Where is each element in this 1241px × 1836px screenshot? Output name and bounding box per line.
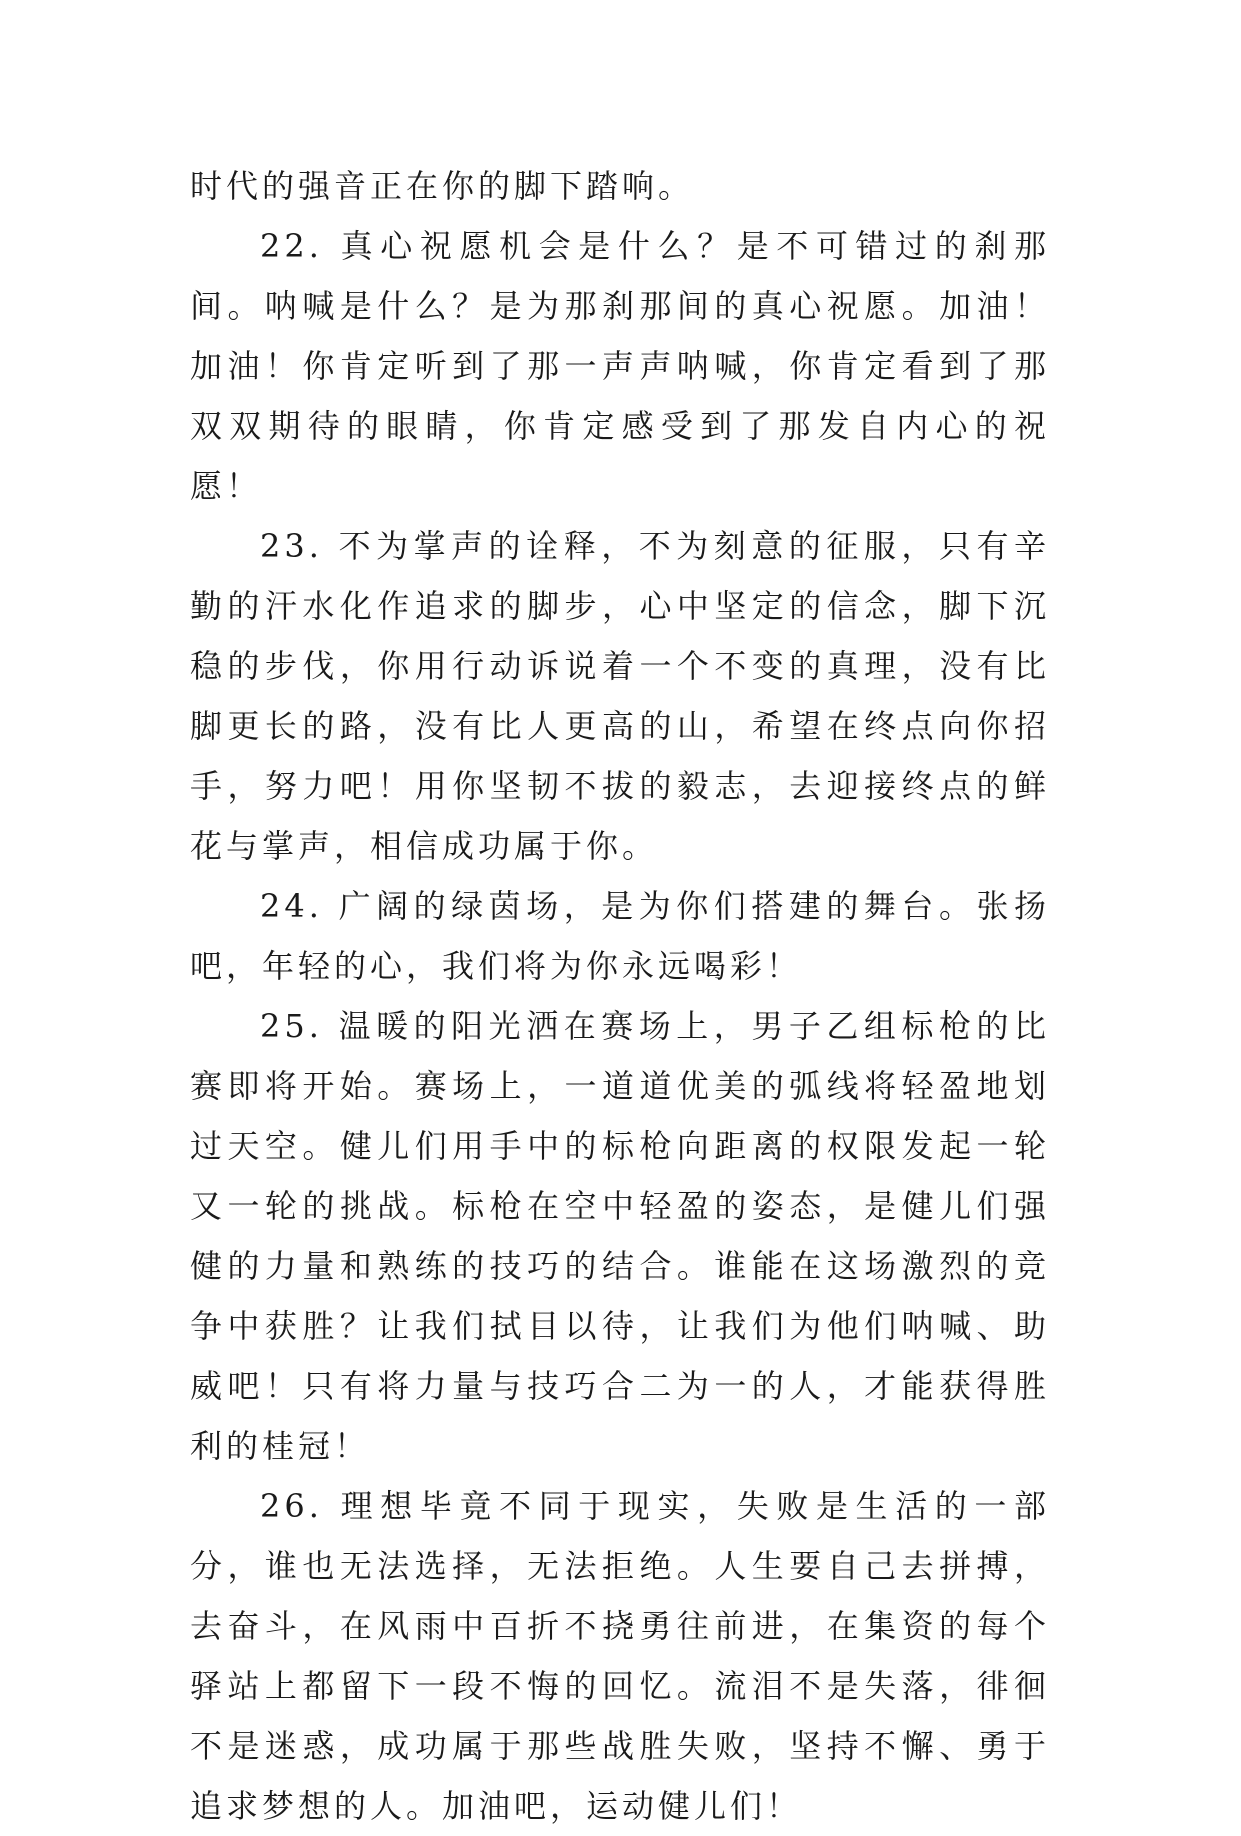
paragraph-22: 22. 真心祝愿机会是什么？是不可错过的刹那间。呐喊是什么？是为那刹那间的真心祝愿。加油！加油！你肯定听到了那一声声呐喊，你肯定看到了那双双期待的眼睛，你肯定感受到了那发自内心的祝愿！ bbox=[190, 227, 1050, 505]
paragraph-23: 23. 不为掌声的诠释，不为刻意的征服，只有辛勤的汗水化作追求的脚步，心中坚定的信念，脚下沉稳的步伐，你用行动诉说着一个不变的真理，没有比脚更长的路，没有比人更高的山，希望在终点向你招手，努力吧！用你坚韧不拔的毅志，去迎接终点的鲜花与掌声，相信成功属于你。 bbox=[190, 527, 1050, 865]
paragraph-24: 24. 广阔的绿茵场，是为你们搭建的舞台。张扬吧，年轻的心，我们将为你永远喝彩！ bbox=[190, 887, 1050, 985]
document-body bbox=[190, 156, 1050, 1836]
paragraph-25: 25. 温暖的阳光洒在赛场上，男子乙组标枪的比赛即将开始。赛场上，一道道优美的弧线将轻盈地划过天空。健儿们用手中的标枪向距离的权限发起一轮又一轮的挑战。标枪在空中轻盈的姿态，是健儿们强健的力量和熟练的技巧的结合。谁能在这场激烈的竞争中获胜？让我们拭目以待，让我们为他们呐喊、助威吧！只有将力量与技巧合二为一的人，才能获得胜利的桂冠！ bbox=[190, 1007, 1050, 1465]
paragraph-continuation: 时代的强音正在你的脚下踏响。 bbox=[190, 167, 695, 205]
paragraph-26: 26. 理想毕竟不同于现实，失败是生活的一部分，谁也无法选择，无法拒绝。人生要自己去拼搏，去奋斗，在风雨中百折不挠勇往前进，在集资的每个驿站上都留下一段不悔的回忆。流泪不是失落，徘徊不是迷惑，成功属于那些战胜失败，坚持不懈、勇于追求梦想的人。加油吧，运动健儿们！ bbox=[190, 1487, 1050, 1825]
